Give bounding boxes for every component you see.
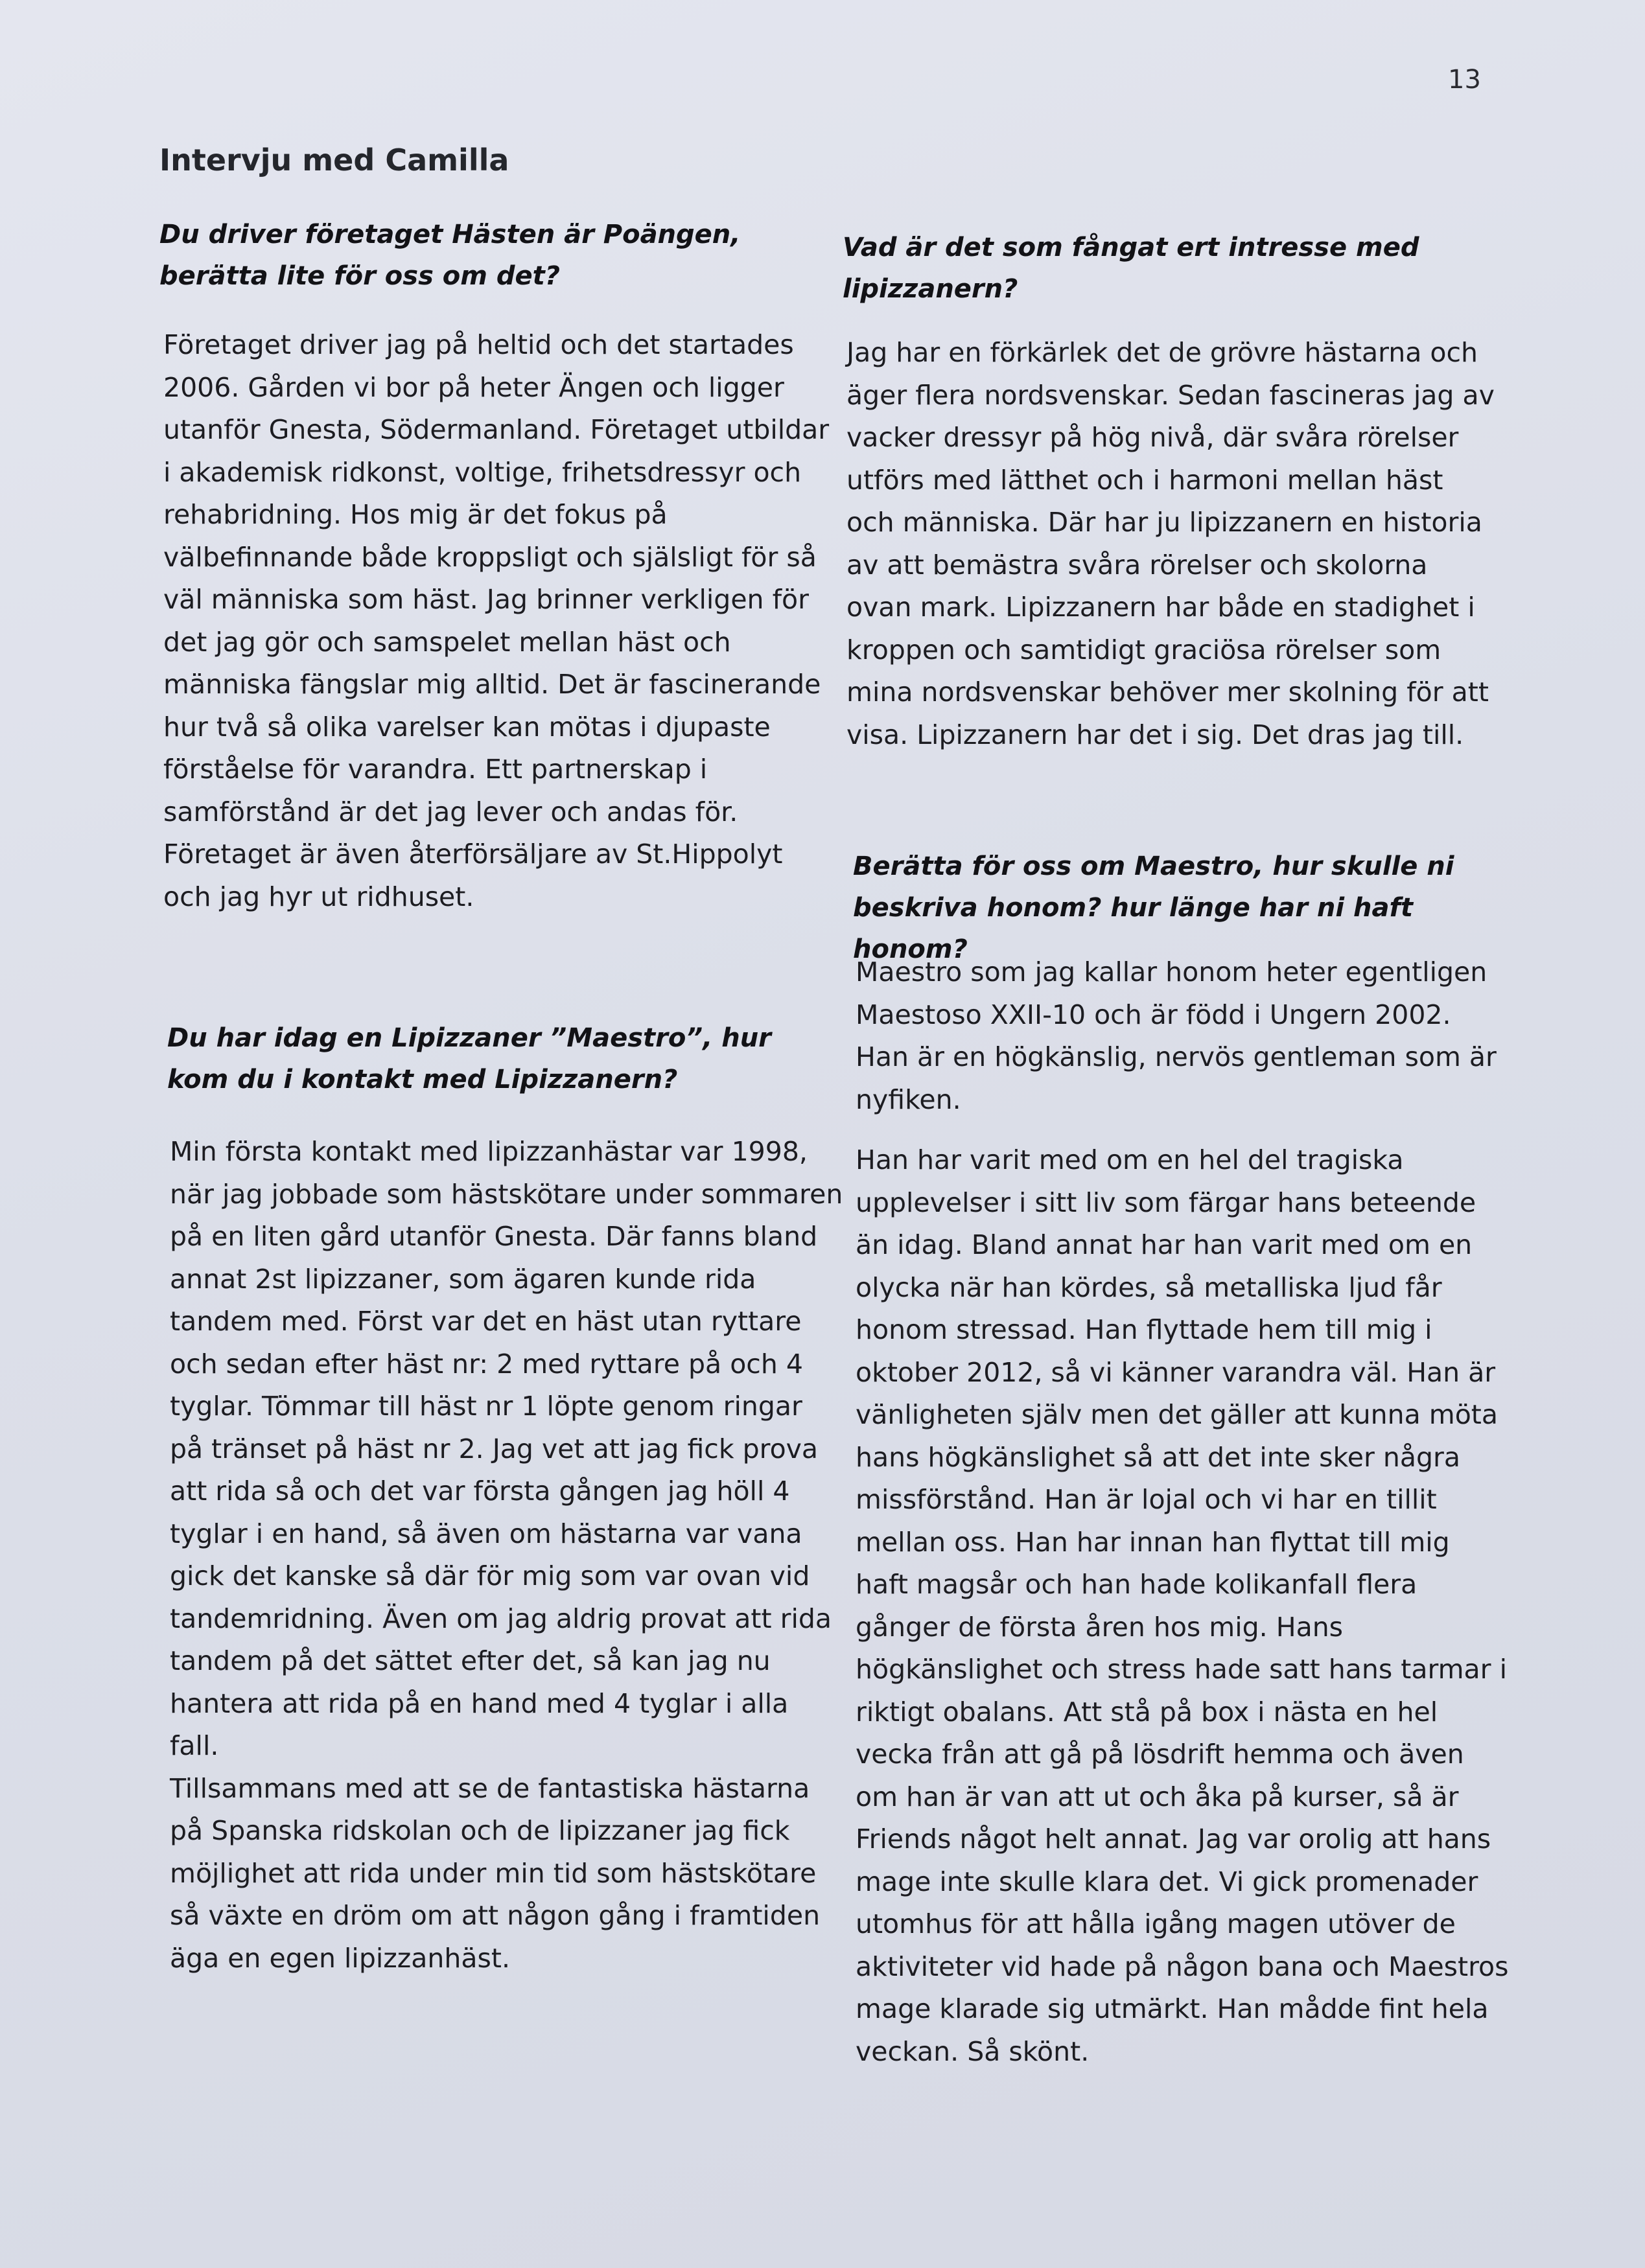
right-answer-1-block [846, 332, 1495, 756]
answer-paragraph: Tillsammans med att se de fantastiska hästarna på Spanska ridskolan och de lipizzaner jag fick möjlighet att rida under min tid som hästskötare så växte en dröm om att någon gång i framtiden äga en egen lipizzanhäst. [170, 1772, 821, 1974]
left-question-1-block [159, 214, 834, 297]
right-question-1-block [843, 227, 1491, 310]
answer-paragraph: Min första kontakt med lipizzanhästar var 1998, när jag jobbade som hästskötare under sommaren på en liten gård utanför Gnesta. Där fanns bland annat 2st lipizzaner, som ägaren kunde rida tandem med. Först var det en häst utan ryttare och sedan efter häst nr: 2 med ryttare på och 4 tyglar. Tömmar till häst nr 1 löpte genom ringar på tränset på häst nr 2. Jag vet att jag fick prova att rida så och det var första gången jag höll 4 tyglar i en hand, så även om hästarna var vana gick det kanske så där för mig som var ovan vid tandemridning. Även om jag aldrig provat att rida tandem på det sättet efter det, så kan jag nu hantera att rida på en hand med 4 tyglar i alla fall. [170, 1136, 843, 1761]
question-heading: Vad är det som fångat ert intresse med lipizzanern? [843, 233, 1419, 304]
question-heading: Berätta för oss om Maestro, hur skulle ni beskriva honom? hur länge har ni haft honom? [853, 851, 1454, 964]
answer-paragraph: Maestro som jag kallar honom heter egentligen Maestoso XXII-10 och är född i Ungern 2002. Han är en högkänslig, nervös gentleman som är nyfiken. [856, 956, 1497, 1115]
question-heading: Du har idag en Lipizzaner ”Maestro”, hur kom du i kontakt med Lipizzanern? [167, 1023, 771, 1094]
right-answer-2-block [856, 951, 1510, 2073]
page-number: 13 [1448, 65, 1481, 95]
article-title: Intervju med Camilla [159, 143, 509, 178]
question-heading: Du driver företaget Hästen är Poängen, berätta lite för oss om det? [159, 220, 741, 291]
left-answer-1-block [163, 324, 837, 918]
answer-paragraph: Jag har en förkärlek det de grövre hästarna och äger flera nordsvenskar. Sedan fascineras jag av vacker dressyr på hög nivå, där svåra rörelser utförs med lätthet och i harmoni mellan häst och människa. Där har ju lipizzanern en historia av att bemästra svåra rörelser och skolorna ovan mark. Lipizzanern har både en stadighet i kroppen och samtidigt graciösa rörelser som mina nordsvenskar behöver mer skolning för att visa. Lipizzanern har det i sig. Det dras jag till. [846, 337, 1495, 750]
answer-paragraph: Företaget driver jag på heltid och det startades 2006. Gården vi bor på heter Ängen och ligger utanför Gnesta, Södermanland. Företaget utbildar i akademisk ridkonst, voltige, frihetsdressyr och rehabridning. Hos mig är det fokus på välbefinnande både kroppsligt och själsligt för så väl människa som häst. Jag brinner verkligen för det jag gör och samspelet mellan häst och människa fängslar mig alltid. Det är fascinerande hur två så olika varelser kan mötas i djupaste förståelse för varandra. Ett partnerskap i samförstånd är det jag lever och andas för. Företaget är även återförsäljare av St.Hippolyt och jag hyr ut ridhuset. [163, 329, 830, 912]
left-question-2-block [167, 1017, 841, 1100]
left-answer-2-block [170, 1131, 844, 1980]
answer-paragraph: Han har varit med om en hel del tragiska upplevelser i sitt liv som färgar hans beteende än idag. Bland annat har han varit med om en olycka när han kördes, så metalliska ljud får honom stressad. Han flyttade hem till mig i oktober 2012, så vi känner varandra väl. Han är vänligheten själv men det gäller att kunna möta hans högkänslighet så att det inte sker några missförstånd. Han är lojal och vi har en tillit mellan oss. Han har innan han flyttat till mig haft magsår och han hade kolikanfall flera gånger de första åren hos mig. Hans högkänslighet och stress hade satt hans tarmar i riktigt obalans. Att stå på box i nästa en hel vecka från att gå på lösdrift hemma och även om han är van att ut och åka på kurser, så är Friends något helt annat. Jag var orolig att hans mage inte skulle klara det. Vi gick promenader utomhus för att hålla igång magen utöver de aktiviteter vid hade på någon bana och Maestros mage klarade sig utmärkt. Han mådde fint hela veckan. Så skönt. [856, 1144, 1509, 2067]
